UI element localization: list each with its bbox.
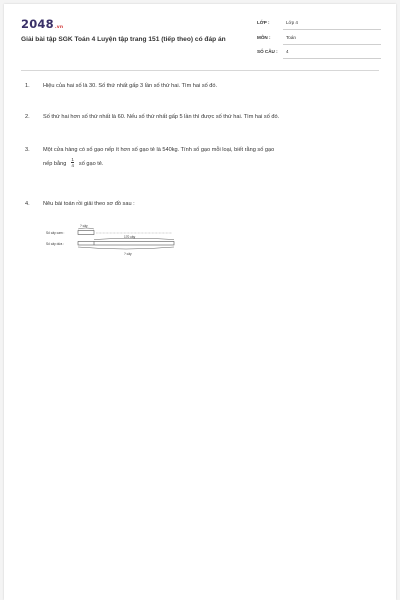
meta-class-value: Lớp 4	[286, 20, 298, 25]
fraction	[71, 157, 74, 168]
question-text: Hiệu của hai số là 30. Số thứ nhất gấp 3 lần số thứ hai. Tìm hai số đó.	[43, 83, 218, 89]
site-logo[interactable]	[21, 17, 63, 31]
row2-label: Số cây dứa :	[46, 242, 65, 246]
question-number: 4.	[25, 201, 30, 207]
logo-tld: .vn	[54, 25, 64, 30]
meta-class-row	[257, 18, 381, 30]
meta-underline	[283, 29, 381, 30]
question-number: 3.	[25, 147, 30, 153]
question-number: 2.	[25, 114, 30, 120]
document-header	[4, 4, 396, 68]
question-text: Số thứ hai hơn số thứ nhất là 60. Nếu số thứ nhất gấp 5 lần thì được số thứ hai. Tìm hai số đó.	[43, 114, 280, 120]
difference-label: 170 cây	[124, 235, 136, 239]
meta-underline	[283, 58, 381, 59]
meta-count-key: SỐ CÂU :	[257, 49, 278, 54]
top-label: ? cây	[80, 224, 88, 228]
meta-underline	[283, 44, 381, 45]
meta-subject-row	[257, 33, 381, 45]
fraction-denominator: 4	[71, 163, 74, 168]
meta-class-key: LỚP :	[257, 20, 270, 25]
fraction-numerator: 1	[71, 157, 74, 162]
question-text-before-fraction: nếp bằng	[43, 160, 67, 167]
meta-count-row	[257, 47, 381, 59]
header-divider	[21, 70, 379, 71]
row1-segment	[78, 231, 94, 235]
question-text-line2	[43, 158, 379, 169]
question-text: Một cửa hàng có số gạo nếp ít hơn số gạo tẻ là 540kg. Tính số gạo mỗi loại, biết rằng số gạo	[43, 147, 275, 153]
question-text: Nêu bài toán rồi giải theo sơ đồ sau :	[43, 201, 135, 207]
meta-subject-value: Toán	[286, 35, 296, 40]
question-number: 1.	[25, 83, 30, 89]
document-page	[4, 4, 396, 600]
bottom-brace	[78, 247, 174, 249]
page-title: Giải bài tập SGK Toán 4 Luyện tập trang 151 (tiếp theo) có đáp án	[21, 36, 226, 43]
row2-segment	[78, 242, 174, 246]
question-text-after-fraction: số gạo tẻ.	[78, 160, 104, 167]
logo-text: 2048	[21, 17, 54, 31]
row1-label: Số cây cam :	[46, 231, 65, 235]
meta-count-value: 4	[286, 49, 289, 54]
meta-subject-key: MÔN :	[257, 35, 271, 40]
bottom-label: ? cây	[124, 252, 132, 256]
top-brace	[78, 228, 94, 229]
segment-diagram	[46, 220, 186, 266]
